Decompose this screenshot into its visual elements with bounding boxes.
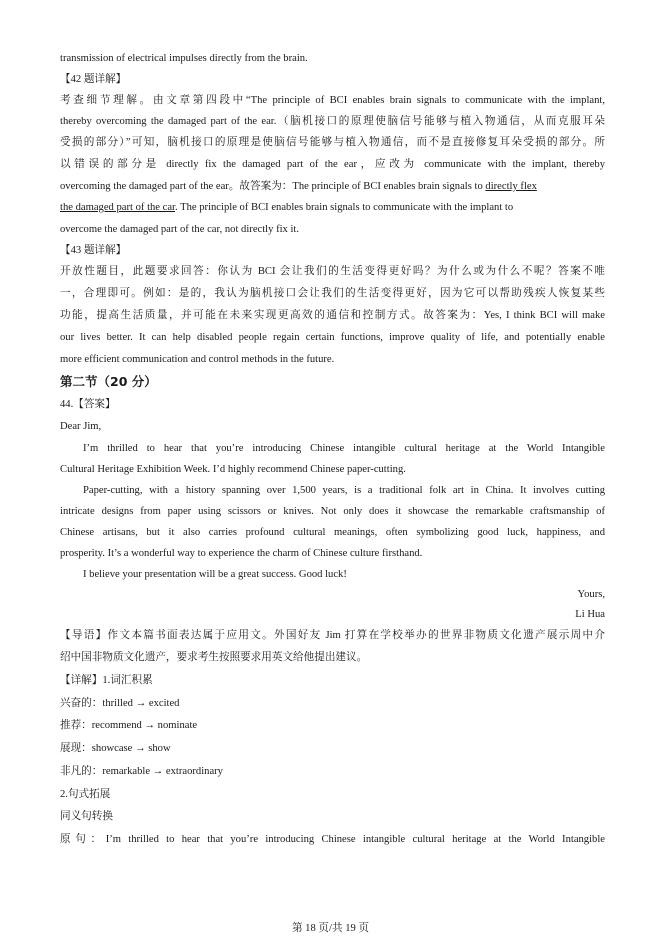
vocab-item: 兴奋的：thrilled → excited	[60, 698, 180, 709]
text-line	[60, 180, 605, 194]
section-title: 第二节（20 分）	[60, 375, 157, 389]
underlined-error: directly flex	[485, 181, 537, 192]
letter-line: I believe your presentation will be a great success. Good luck!	[83, 569, 347, 580]
text-line: 2.句式拓展	[60, 789, 111, 800]
letter-line: I’m thrilled to hear that you’re introducing Chinese intangible cultural heritage at the World Intangible	[83, 443, 605, 454]
text-line	[60, 201, 605, 215]
text-line: 原句：I’m thrilled to hear that you’re introducing Chinese intangible cultural heritage at the World Intangible	[60, 834, 605, 845]
text-line: 开放性题目，此题要求回答：你认为 BCI 会让我们的生活变得更好吗？为什么或为什么不呢？答案不唯	[60, 266, 605, 277]
answer-label: 44.【答案】	[60, 399, 116, 410]
text-line: more efficient communication and control methods in the future.	[60, 354, 335, 365]
text-line: 一，合理即可。例如：是的，我认为脑机接口会让我们的生活变得更好，因为它可以帮助残疾人恢复某些	[60, 288, 605, 299]
text-line: 【导语】作文本篇书面表达属于应用文。外国好友 Jim 打算在学校举办的世界非物质文化遗产展示周中介	[60, 630, 605, 641]
section-heading-42: 【42 题详解】	[60, 74, 127, 85]
letter-closing: Yours,	[577, 589, 605, 600]
letter-line: prosperity. It’s a wonderful way to experience the charm of Chinese culture firsthand.	[60, 548, 423, 559]
text-line: 受损的部分）”可知，脑机接口的原理是使脑信号能够与植入物通信，而不是直接修复耳朵受损的部分。所	[60, 137, 605, 148]
text-line: 【详解】1.词汇积累	[60, 675, 153, 686]
letter-line: Cultural Heritage Exhibition Week. I’d highly recommend Chinese paper-cutting.	[60, 464, 406, 475]
text-line: thereby overcoming the damaged part of the ear.（脑机接口的原理使脑信号能够与植入物通信，从而克服耳朵	[60, 116, 605, 127]
text-span: overcoming the damaged part of the ear。故答案为：The principle of BCI enables brain signals to	[60, 181, 486, 192]
text-line: overcome the damaged part of the car, not directly fix it.	[60, 224, 300, 235]
text-line: 考查细节理解。由文章第四段中“The principle of BCI enables brain signals to communicate with the implant,	[60, 95, 605, 106]
text-span: . The principle of BCI enables brain signals to communicate with the implant to	[175, 202, 514, 213]
letter-line: intricate designs from paper using scissors or knives. Not only does it showcase the remarkable craftsmanship of	[60, 506, 605, 517]
text-line: 同义句转换	[60, 811, 113, 822]
section-heading-43: 【43 题详解】	[60, 245, 127, 256]
letter-signature: Li Hua	[575, 609, 605, 620]
page-number: 第 18 页/共 19 页	[291, 923, 370, 934]
letter-salutation: Dear Jim,	[60, 421, 102, 432]
text-line: 功能，提高生活质量，并可能在未来实现更高效的通信和控制方式。故答案为：Yes, I think BCI will make	[60, 310, 605, 321]
text-line: transmission of electrical impulses directly from the brain.	[60, 53, 308, 64]
text-line: our lives better. It can help disabled people regain certain functions, improve quality of life, and potentially enable	[60, 332, 605, 343]
vocab-item: 展现：showcase → show	[60, 743, 171, 754]
text-line: 绍中国非物质文化遗产，要求考生按照要求用英文给他提出建议。	[60, 652, 368, 663]
letter-line: Paper-cutting, with a history spanning over 1,500 years, is a traditional folk art in China. It involves cutting	[83, 485, 605, 496]
vocab-item: 非凡的：remarkable → extraordinary	[60, 766, 223, 777]
vocab-item: 推荐：recommend → nominate	[60, 720, 198, 731]
underlined-error: the damaged part of the car	[60, 202, 176, 213]
text-line: 以错误的部分是 directly fix the damaged part of the ear，应改为 communicate with the implant, thereby	[60, 159, 605, 170]
letter-line: Chinese artisans, but it also carries profound cultural meanings, often symbolizing good luck, happiness, and	[60, 527, 605, 538]
